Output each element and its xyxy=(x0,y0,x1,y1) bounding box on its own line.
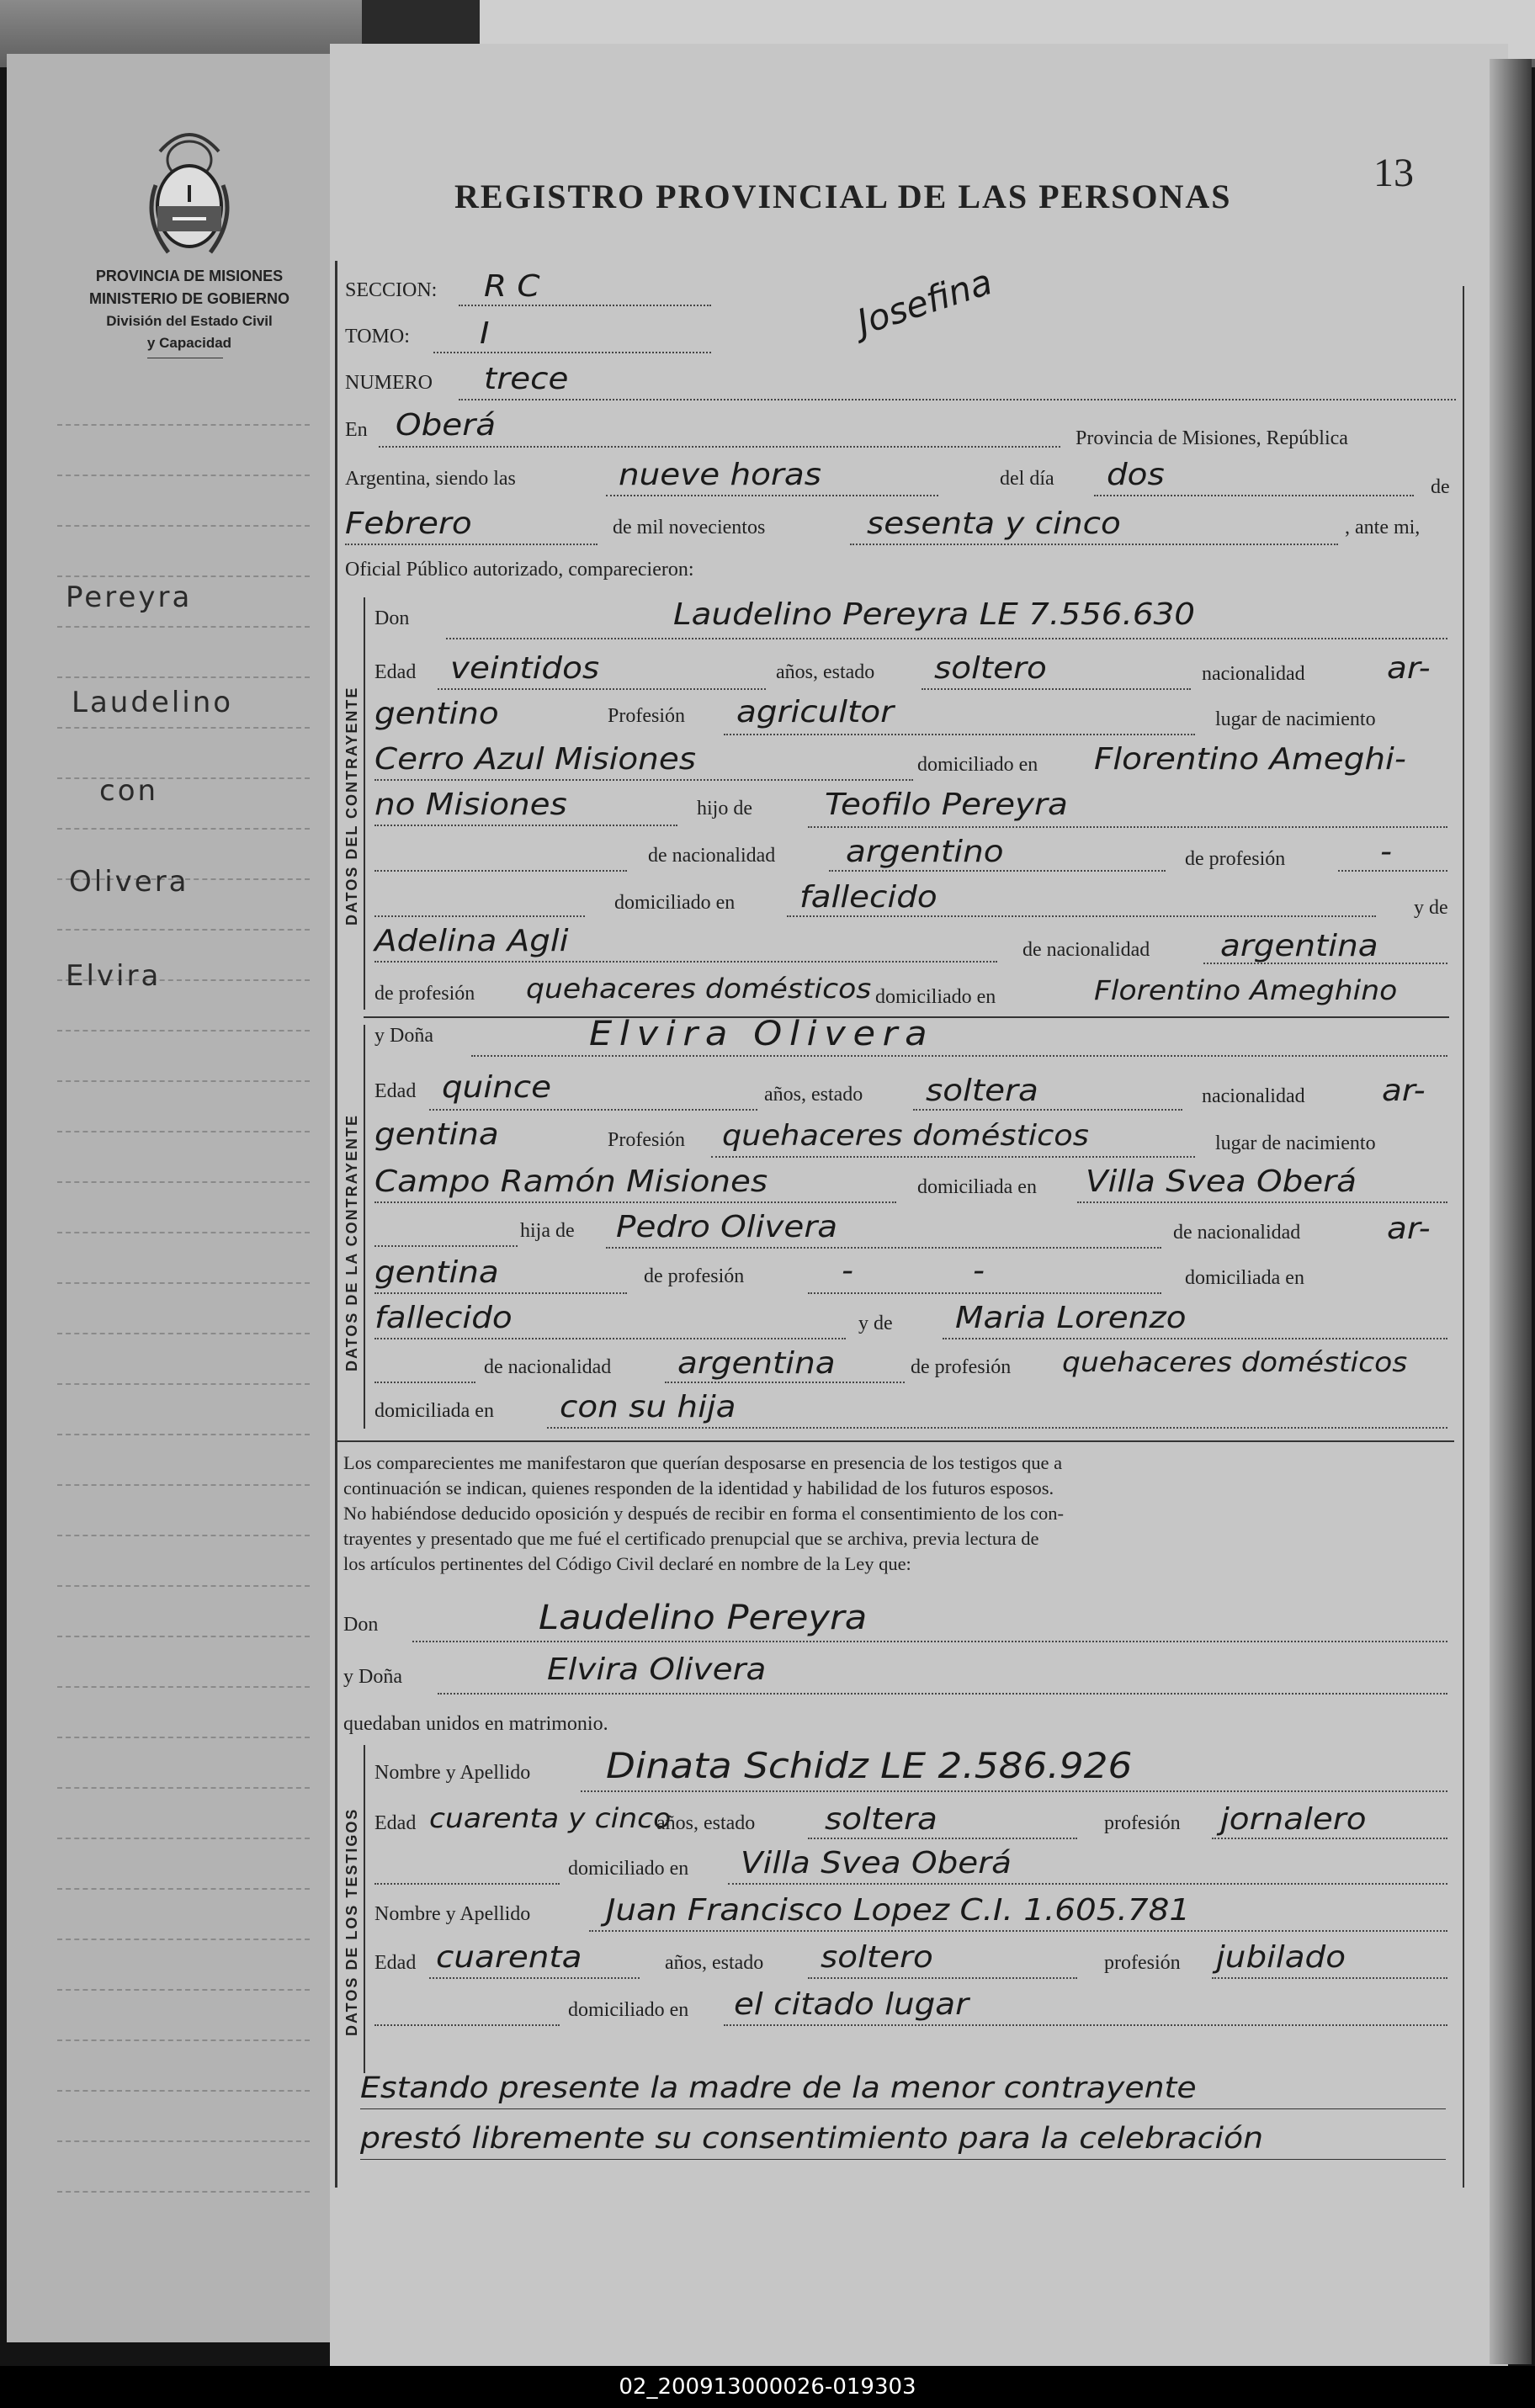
margin-rule xyxy=(57,575,310,577)
testigo1-profesion: jornalero xyxy=(1220,1802,1367,1837)
profesion-value: agricultor xyxy=(736,695,895,729)
madre-dom-label: domiciliada en xyxy=(374,1400,494,1422)
ministry-line: y Capacidad xyxy=(146,335,232,351)
section-bracket xyxy=(364,1745,365,2073)
line xyxy=(433,352,711,353)
padre-value: Teofilo Pereyra xyxy=(825,788,1068,822)
margin-rule xyxy=(57,1181,310,1183)
padre-prof-label: de profesión xyxy=(1185,848,1286,870)
en-value: Oberá xyxy=(396,408,497,443)
line xyxy=(606,1247,1161,1249)
line xyxy=(374,1245,518,1247)
madre-value: Adelina Agli xyxy=(374,924,569,958)
line xyxy=(850,544,1338,545)
margin-rule xyxy=(57,2090,310,2092)
margin-rule xyxy=(57,475,310,476)
line xyxy=(589,1930,1447,1932)
declaration-line: los artículos pertinentes del Código Civil declaré en nombre de la Ley que: xyxy=(343,1553,911,1574)
testigo1-nombre: Dinata Schidz LE 2.586.926 xyxy=(606,1745,1133,1786)
edad-label: Edad xyxy=(374,1080,417,1102)
margin-rule xyxy=(57,727,310,729)
hija-label: hija de xyxy=(520,1220,575,1242)
anios-label: años, estado xyxy=(776,661,875,683)
domicilio-value: Villa Svea Oberá xyxy=(1086,1164,1357,1199)
declaration-line: Los comparecientes me manifestaron que querían desposarse en presencia de los testigos que a xyxy=(343,1452,1063,1473)
line xyxy=(429,1109,757,1111)
margin-rule xyxy=(57,1535,310,1536)
edad-label: Edad xyxy=(374,1952,417,1974)
line xyxy=(1077,1201,1447,1203)
argentina-label: Argentina, siendo las xyxy=(345,468,516,490)
seccion-label: SECCION: xyxy=(345,279,438,301)
declaration-dona-value: Elvira Olivera xyxy=(547,1652,767,1687)
margin-rule xyxy=(57,525,310,527)
line xyxy=(943,1338,1447,1339)
line xyxy=(808,826,1447,828)
section-bracket xyxy=(364,1025,365,1429)
note-rule xyxy=(360,2108,1446,2109)
margin-rule xyxy=(57,1282,310,1284)
line xyxy=(808,1838,1077,1839)
page-edge xyxy=(1490,59,1532,2364)
line xyxy=(379,446,1060,448)
image-caption: 02_200913000026-019303 xyxy=(0,2366,1535,2408)
line xyxy=(438,1693,1447,1695)
declaration-don-value: Laudelino Pereyra xyxy=(539,1599,868,1637)
line xyxy=(374,825,677,826)
line xyxy=(724,2024,1447,2026)
padre-dom-value: fallecido xyxy=(374,1301,513,1335)
section-bracket xyxy=(364,597,365,1010)
testigo2-estado: soltero xyxy=(821,1940,933,1975)
declaration-dona-label: y Doña xyxy=(343,1666,402,1688)
nacionalidad-value: ar- xyxy=(1382,1074,1426,1108)
margin-rule xyxy=(57,1787,310,1789)
margin-rule xyxy=(57,1939,310,1940)
margin-rule xyxy=(57,2140,310,2142)
margin-rule xyxy=(57,777,310,779)
en-label: En xyxy=(345,419,368,441)
domiciliada-label: domiciliada en xyxy=(917,1176,1037,1198)
margin-rule xyxy=(57,2191,310,2193)
madre-dom-label: domiciliado en xyxy=(875,986,996,1008)
line xyxy=(711,1156,1195,1158)
padre-dom-value: fallecido xyxy=(799,880,937,915)
margin-rule xyxy=(57,1636,310,1637)
dona-value: Elvira Olivera xyxy=(589,1015,935,1053)
edad-value: quince xyxy=(442,1070,552,1105)
estado-value: soltera xyxy=(926,1074,1038,1108)
margin-rule xyxy=(57,1686,310,1688)
madre-prof-label: de profesión xyxy=(374,983,475,1005)
margin-name: Elvira xyxy=(66,959,162,993)
madre-nac-label: de nacionalidad xyxy=(1022,939,1150,961)
declaration-line: trayentes y presentado que me fué el certificado prenupcial que se archiva, previa lectura de xyxy=(343,1528,1039,1549)
profesion-label: profesión xyxy=(1104,1812,1181,1834)
don-label: Don xyxy=(374,607,410,629)
margin-rule xyxy=(57,2039,310,2041)
nacionalidad-value: gentina xyxy=(374,1117,499,1152)
declaration-line: continuación se indican, quienes responden de la identidad y habilidad de los futuros esposos. xyxy=(343,1477,1054,1498)
margin-rule xyxy=(57,1585,310,1587)
domicilio-value: Florentino Ameghi- xyxy=(1094,742,1406,777)
padre-nac-value: gentina xyxy=(374,1255,499,1290)
padre-prof-value: - - xyxy=(842,1254,1039,1288)
padre-nac-value: argentino xyxy=(846,835,1004,869)
line xyxy=(374,961,997,963)
nacionalidad-value: ar- xyxy=(1387,651,1431,686)
margin-rule xyxy=(57,1131,310,1132)
line xyxy=(581,1790,1447,1792)
margin-rule xyxy=(57,1888,310,1890)
line xyxy=(606,495,938,496)
line xyxy=(829,870,1166,872)
line xyxy=(1212,1838,1447,1839)
declaration-line: No habiéndose deducido oposición y después de recibir en forma el consentimiento de los con- xyxy=(343,1503,1065,1524)
line xyxy=(374,2024,560,2026)
line xyxy=(374,1382,475,1383)
margin-rule xyxy=(57,1838,310,1839)
domiciliado-label: domiciliado en xyxy=(568,1858,689,1880)
madre-dom-value: con su hija xyxy=(560,1390,736,1424)
margin-rule xyxy=(57,929,310,931)
tomo-value: I xyxy=(480,316,490,351)
madre-prof-value: quehaceres domésticos xyxy=(526,973,872,1005)
note-line: prestó libremente su consentimiento para la celebración xyxy=(360,2122,1264,2156)
madre-nac-value: argentina xyxy=(1220,929,1378,963)
numero-label: NUMERO xyxy=(345,372,433,394)
line xyxy=(374,1201,896,1203)
margin-name: Pereyra xyxy=(66,581,193,614)
line xyxy=(374,1292,627,1294)
estado-value: soltero xyxy=(934,651,1047,686)
numero-value: trece xyxy=(484,362,569,396)
nacionalidad-value: gentino xyxy=(374,697,499,731)
horas-value: nueve horas xyxy=(619,458,821,492)
line xyxy=(374,1338,846,1339)
line xyxy=(665,1382,905,1383)
line xyxy=(1094,495,1414,496)
profesion-label: Profesión xyxy=(608,1129,685,1151)
margin-name: con xyxy=(99,774,159,808)
signature: Josefina xyxy=(852,261,997,343)
anios-label: años, estado xyxy=(665,1952,764,1974)
madre-prof-value: quehaceres domésticos xyxy=(1062,1346,1408,1378)
line xyxy=(471,1055,1447,1057)
line xyxy=(808,1977,1077,1979)
line xyxy=(1338,870,1447,872)
padre-prof-label: de profesión xyxy=(644,1265,745,1287)
lugar-label: lugar de nacimiento xyxy=(1215,1132,1376,1154)
testigo2-profesion: jubilado xyxy=(1216,1940,1346,1975)
section-divider xyxy=(335,1440,1454,1442)
testigo1-domicilio: Villa Svea Oberá xyxy=(741,1846,1012,1880)
page-number: 13 xyxy=(1373,151,1414,195)
profesion-value: quehaceres domésticos xyxy=(722,1119,1089,1153)
padre-nac-label: de nacionalidad xyxy=(1173,1222,1301,1244)
margin-rule xyxy=(57,1737,310,1738)
ministry-line: MINISTERIO DE GOBIERNO xyxy=(88,290,290,307)
lugar-value: Campo Ramón Misiones xyxy=(374,1164,768,1199)
dia-value: dos xyxy=(1107,458,1165,492)
testigo1-edad: cuarenta y cinco xyxy=(429,1802,672,1834)
madre-dom-value: Florentino Ameghino xyxy=(1094,974,1398,1006)
line xyxy=(724,734,1195,735)
margin-rule xyxy=(57,1434,310,1435)
lugar-value: Cerro Azul Misiones xyxy=(374,742,697,777)
testigo2-domicilio: el citado lugar xyxy=(734,1987,969,2022)
seccion-value: R C xyxy=(484,269,540,304)
don-value: Laudelino Pereyra LE 7.556.630 xyxy=(673,597,1196,632)
margin-rule xyxy=(57,1333,310,1334)
line xyxy=(374,915,585,917)
edad-label: Edad xyxy=(374,1812,417,1834)
provincia-label: Provincia de Misiones, República xyxy=(1076,427,1348,449)
line xyxy=(459,399,1456,400)
margin-rule xyxy=(57,1080,310,1082)
line xyxy=(728,1883,1447,1885)
padre-prof-value: - xyxy=(1380,835,1393,869)
line xyxy=(374,870,627,872)
line xyxy=(374,779,913,781)
de-mil-label: de mil novecientos xyxy=(613,517,766,538)
declaration-don-label: Don xyxy=(343,1614,379,1636)
nombre-label: Nombre y Apellido xyxy=(374,1762,531,1784)
padre-nac-value: ar- xyxy=(1387,1212,1431,1246)
margin-rule xyxy=(57,626,310,628)
line xyxy=(438,688,766,690)
testigo2-nombre: Juan Francisco Lopez C.I. 1.605.781 xyxy=(606,1893,1191,1928)
note-rule xyxy=(360,2159,1446,2160)
madre-value: Maria Lorenzo xyxy=(955,1301,1187,1335)
de-label: de xyxy=(1431,476,1450,498)
testigo1-estado: soltera xyxy=(825,1802,937,1837)
y-de-label: y de xyxy=(858,1313,893,1334)
line xyxy=(374,1883,560,1885)
margin-rule xyxy=(57,1989,310,1991)
page-title: REGISTRO PROVINCIAL DE LAS PERSONAS xyxy=(454,178,1232,215)
nacionalidad-label: nacionalidad xyxy=(1202,663,1305,685)
coat-of-arms-icon xyxy=(143,126,236,261)
margin-page xyxy=(7,54,338,2342)
domiciliado-label: domiciliado en xyxy=(917,754,1038,776)
margin-rule xyxy=(57,424,310,426)
y-de-label: y de xyxy=(1414,897,1448,919)
ministry-line: División del Estado Civil xyxy=(106,313,273,329)
line xyxy=(1212,1977,1447,1979)
edad-value: veintidos xyxy=(450,651,600,686)
section-label: DATOS DE LA CONTRAYENTE xyxy=(343,1113,360,1371)
madre-nac-value: argentina xyxy=(677,1346,836,1381)
line xyxy=(1203,963,1447,964)
nacionalidad-label: nacionalidad xyxy=(1202,1085,1305,1107)
padre-value: Pedro Olivera xyxy=(616,1210,838,1244)
margin-rule xyxy=(57,1030,310,1032)
oficial-label: Oficial Público autorizado, comparecieron: xyxy=(345,559,694,581)
line xyxy=(913,1109,1182,1111)
line xyxy=(787,915,1376,917)
margin-name: Olivera xyxy=(69,865,189,899)
del-dia-label: del día xyxy=(1000,468,1054,490)
line xyxy=(459,305,711,306)
line xyxy=(922,688,1191,690)
edad-label: Edad xyxy=(374,661,417,683)
anio-value: sesenta y cinco xyxy=(867,507,1121,541)
unidos-label: quedaban unidos en matrimonio. xyxy=(343,1713,608,1735)
madre-prof-label: de profesión xyxy=(911,1356,1012,1378)
form-left-border xyxy=(335,261,337,2188)
line xyxy=(446,638,1447,639)
anios-label: años, estado xyxy=(764,1084,863,1106)
margin-rule xyxy=(57,1383,310,1385)
padre-dom-label: domiciliada en xyxy=(1185,1267,1304,1289)
margin-rule xyxy=(57,1484,310,1486)
line xyxy=(808,1292,1161,1294)
margin-name: Laudelino xyxy=(72,686,234,719)
ministry-line: PROVINCIA DE MISIONES xyxy=(95,268,284,284)
dona-label: y Doña xyxy=(374,1025,433,1047)
padre-nac-label: de nacionalidad xyxy=(648,845,776,867)
domiciliado-label: domiciliado en xyxy=(568,1999,689,2021)
tomo-label: TOMO: xyxy=(345,326,410,347)
madre-nac-label: de nacionalidad xyxy=(484,1356,612,1378)
section-label: DATOS DE LOS TESTIGOS xyxy=(343,1807,360,2036)
ante-mi-label: , ante mi, xyxy=(1345,517,1421,538)
nombre-label: Nombre y Apellido xyxy=(374,1903,531,1925)
profesion-label: profesión xyxy=(1104,1952,1181,1974)
margin-rule xyxy=(57,676,310,678)
line xyxy=(547,1427,1447,1429)
testigo2-edad: cuarenta xyxy=(436,1940,582,1975)
note-line: Estando presente la madre de la menor contrayente xyxy=(360,2071,1197,2105)
form-right-border xyxy=(1463,286,1464,2188)
profesion-label: Profesión xyxy=(608,705,685,727)
anios-label: años, estado xyxy=(656,1812,756,1834)
line xyxy=(412,1641,1447,1642)
line xyxy=(429,1977,640,1979)
line xyxy=(345,544,598,545)
lugar-label: lugar de nacimiento xyxy=(1215,708,1376,730)
margin-rule xyxy=(57,1232,310,1233)
mes-value: Febrero xyxy=(345,507,472,541)
hijo-label: hijo de xyxy=(697,798,752,819)
padre-dom-label: domiciliado en xyxy=(614,892,736,914)
margin-rule xyxy=(57,828,310,830)
section-label: DATOS DEL CONTRAYENTE xyxy=(343,686,360,926)
domicilio-value: no Misiones xyxy=(374,788,567,822)
